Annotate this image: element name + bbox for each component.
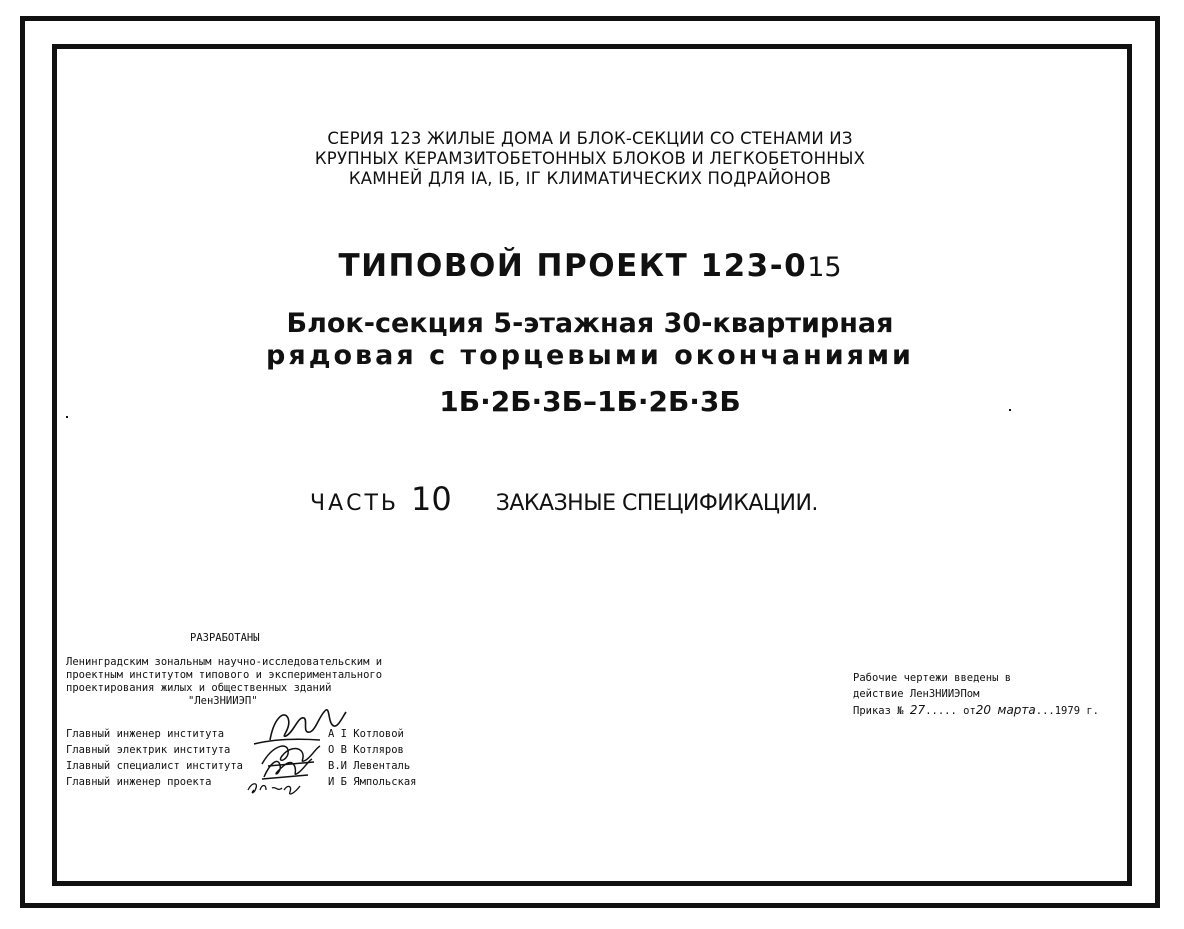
series-header — [200, 129, 980, 189]
part-name: ЗАКАЗНЫЕ СПЕЦИФИКАЦИИ. — [495, 491, 818, 516]
staff-row — [66, 776, 446, 792]
block-section-title — [230, 308, 950, 372]
project-title — [300, 248, 880, 284]
decree-number: 27 — [909, 703, 926, 717]
organization-line: Ленинградским зональным научно-исследовательским и — [66, 656, 383, 668]
series-line: СЕРИЯ 123 ЖИЛЫЕ ДОМА И БЛОК-СЕКЦИИ СО СТЕНАМИ ИЗ — [327, 129, 853, 148]
series-line: КАМНЕЙ ДЛЯ IА, IБ, IГ КЛИМАТИЧЕСКИХ ПОДРАЙОНОВ — [348, 169, 832, 188]
decree-prefix: Приказ № — [853, 705, 904, 717]
scan-speck — [66, 416, 68, 418]
section-formula: 1Б·2Б·3Б–1Б·2Б·3Б — [439, 385, 741, 418]
staff-role: Главный электрик института — [66, 744, 231, 756]
part-heading — [310, 480, 818, 518]
decree-year: 1979 г. — [1054, 705, 1099, 717]
staff-name: А I Котловой — [328, 728, 404, 740]
decree-line-3: Приказ № 27..... от20 марта...1979 г. — [853, 703, 1099, 717]
staff-role: Главный инженер проекта — [66, 776, 212, 788]
staff-row — [66, 760, 446, 776]
staff-row — [66, 744, 446, 760]
staff-name: И Б Ямпольская — [328, 776, 417, 788]
staff-role: Iлавный специалист института — [66, 760, 244, 772]
decree-day: 20 — [975, 703, 992, 717]
organization-line: проектирования жилых и общественных зданий — [66, 682, 332, 694]
decree-from: от — [963, 705, 976, 717]
organization-line: проектным институтом типового и экспериментального — [66, 669, 383, 681]
decree-line-1: Рабочие чертежи введены в — [853, 672, 1012, 684]
staff-name: О В Котляров — [328, 744, 404, 756]
developers-heading: РАЗРАБОТАНЫ — [190, 632, 260, 644]
staff-role: Главный инженер института — [66, 728, 225, 740]
project-title-main: ТИПОВОЙ ПРОЕКТ 123-0 — [338, 248, 808, 284]
part-label: ЧАСТЬ — [310, 491, 400, 516]
staff-name: В.И Левенталь — [328, 760, 411, 772]
decree-line-2: действие ЛенЗНИИЭПом — [853, 688, 980, 700]
part-number: 10 — [411, 480, 452, 518]
staff-row — [66, 728, 446, 744]
block-section-line-1: Блок-секция 5-этажная 30-квартирная — [286, 308, 894, 339]
block-section-line-2: рядовая с торцевыми окончаниями — [266, 340, 914, 371]
series-line: КРУПНЫХ КЕРАМЗИТОБЕТОННЫХ БЛОКОВ И ЛЕГКОБЕТОННЫХ — [314, 149, 866, 168]
scan-speck — [1009, 409, 1011, 411]
organization-line: "ЛенЗНИИЭП" — [188, 695, 258, 707]
decree-month: марта — [997, 703, 1036, 717]
organization-name — [66, 656, 382, 708]
staff-list — [66, 728, 446, 792]
project-number-suffix: 15 — [807, 252, 842, 283]
decree-block — [853, 670, 1099, 719]
